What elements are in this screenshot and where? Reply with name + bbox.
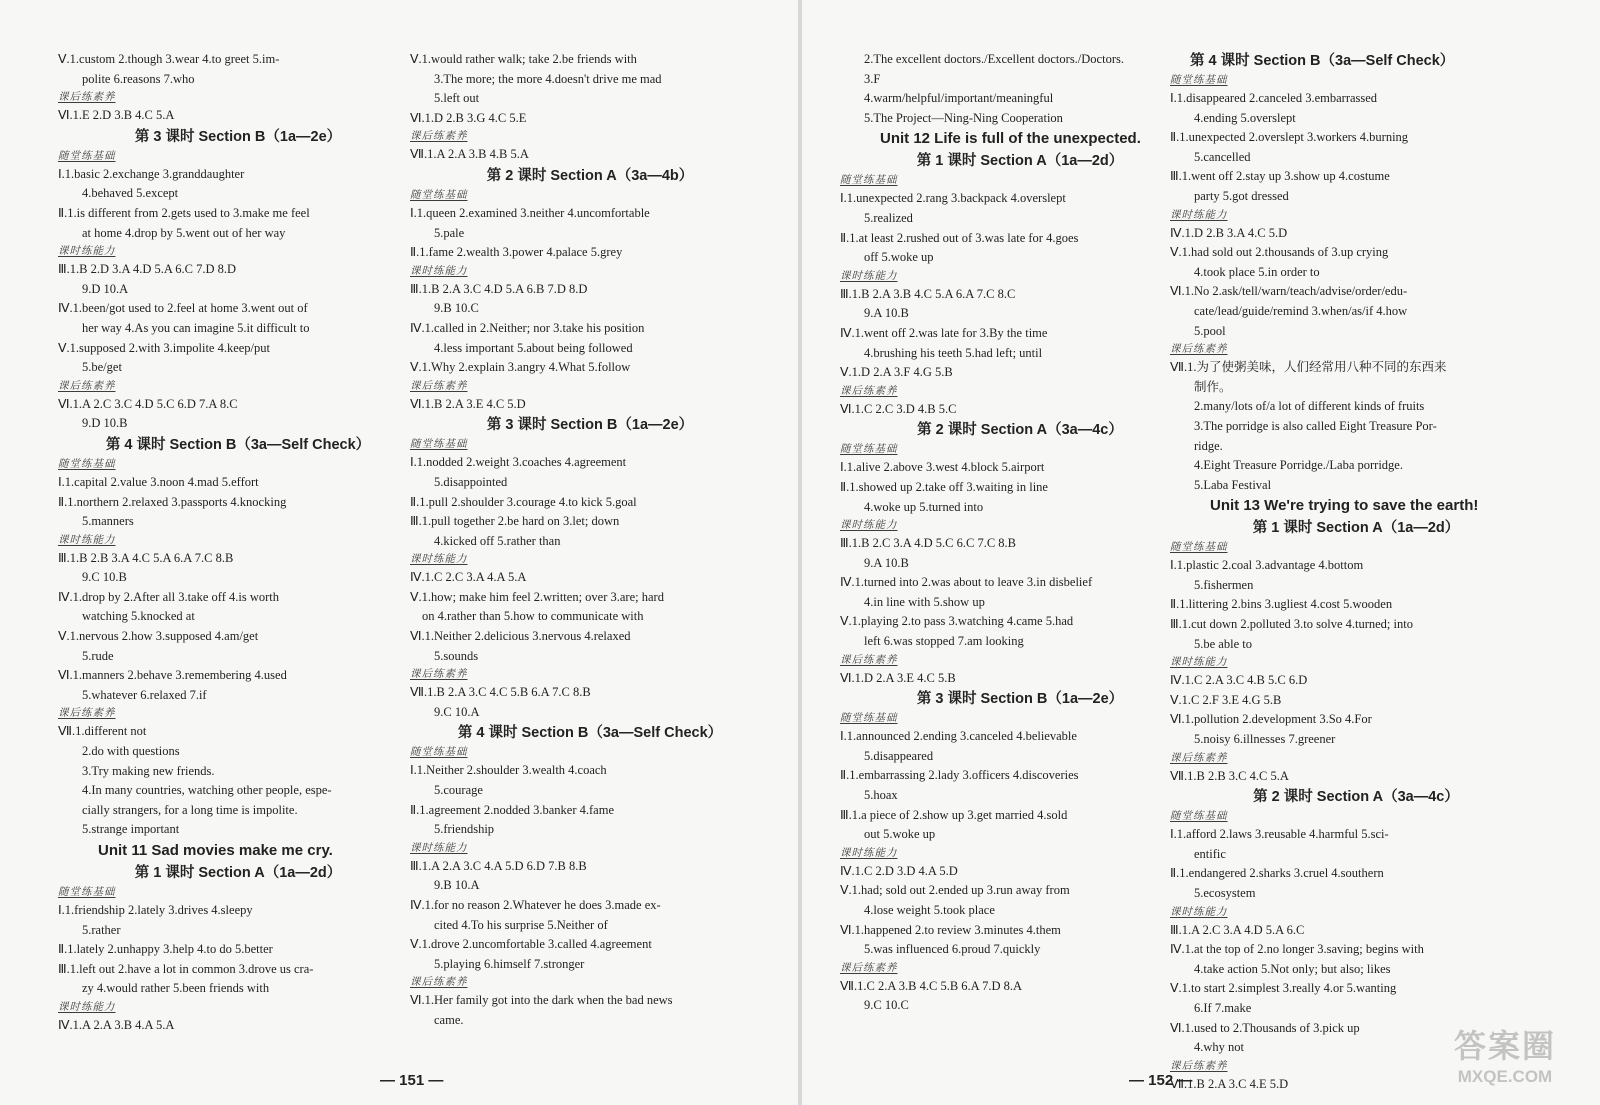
answer-line: 5.realized xyxy=(864,210,913,225)
section-label: 课后练素养 xyxy=(58,707,116,720)
answer-line: Ⅱ.1.is different from 2.gets used to 3.make me feel xyxy=(58,205,310,220)
section-label: 课后练素养 xyxy=(840,961,898,974)
answer-line: 4.take action 5.Not only; but also; likes xyxy=(1194,961,1391,976)
answer-line: 4.kicked off 5.rather than xyxy=(434,533,561,548)
answer-line: Ⅳ.1.C 2.C 3.A 4.A 5.A xyxy=(410,570,527,585)
answer-line: 3.The more; the more 4.doesn't drive me mad xyxy=(434,71,662,86)
answer-line: Ⅳ.1.C 2.D 3.D 4.A 5.D xyxy=(840,863,958,878)
answer-line: Ⅵ.1.No 2.ask/tell/warn/teach/advise/order/edu- xyxy=(1170,284,1408,299)
lesson-heading: 第 4 课时 Section B（3a—Self Check） xyxy=(457,725,723,742)
section-label: 随堂练基础 xyxy=(58,886,116,898)
answer-line: Ⅰ.1.Neither 2.shoulder 3.wealth 4.coach xyxy=(410,763,607,778)
answer-line: 3.The porridge is also called Eight Treasure Por- xyxy=(1194,418,1437,433)
answer-line: Ⅰ.1.capital 2.value 3.noon 4.mad 5.effort xyxy=(58,474,259,489)
section-label: 课后练素养 xyxy=(58,91,116,104)
answer-line: 9.A 10.B xyxy=(864,555,909,570)
answer-line: 4.ending 5.overslept xyxy=(1194,110,1296,125)
section-label: 随堂练基础 xyxy=(840,712,898,725)
answer-line: 5.pool xyxy=(1194,323,1226,338)
answer-line: 5.manners xyxy=(82,514,134,529)
answer-line: 9.C 10.C xyxy=(864,998,909,1013)
answer-line: Ⅲ.1.B 2.C 3.A 4.D 5.C 6.C 7.C 8.B xyxy=(840,536,1017,551)
answer-line: 9.C 10.A xyxy=(434,704,480,719)
answer-line: 4.less important 5.about being followed xyxy=(434,340,633,355)
answer-line: cited 4.To his surprise 5.Neither of xyxy=(434,917,608,932)
answer-line: Ⅵ.1.D 2.A 3.E 4.C 5.B xyxy=(840,670,956,685)
answer-line: left 6.was stopped 7.am looking xyxy=(864,634,1024,649)
answer-line: Ⅵ.1.Neither 2.delicious 3.nervous 4.relaxed xyxy=(410,629,631,644)
section-label: 课时练能力 xyxy=(1170,656,1228,669)
answer-line: 5.sounds xyxy=(434,648,479,663)
answer-line: 5.pale xyxy=(434,225,465,240)
answer-line: 4.in line with 5.show up xyxy=(864,594,985,609)
answer-line: 4.In many countries, watching other people, espe- xyxy=(82,783,332,798)
answer-line: Ⅳ.1.C 2.A 3.C 4.B 5.C 6.D xyxy=(1170,673,1308,688)
answer-line: 4.brushing his teeth 5.had left; until xyxy=(864,345,1043,360)
section-label: 课后练素养 xyxy=(840,384,898,397)
answer-line: 4.took place 5.in order to xyxy=(1194,264,1320,279)
answer-line: 5.The Project—Ning-Ning Cooperation xyxy=(864,110,1063,125)
answer-line: Ⅰ.1.disappeared 2.canceled 3.embarrassed xyxy=(1170,91,1378,105)
section-label: 随堂练基础 xyxy=(410,188,468,201)
answer-line: Ⅰ.1.alive 2.above 3.west 4.block 5.airport xyxy=(840,460,1045,475)
section-label: 课时练能力 xyxy=(840,269,898,282)
section-label: 课后练素养 xyxy=(1170,751,1228,764)
answer-line: 9.D 10.A xyxy=(82,281,129,296)
section-label: 随堂练基础 xyxy=(840,174,898,187)
answer-line: Ⅳ.1.turned into 2.was about to leave 3.in disbelief xyxy=(840,575,1093,590)
answer-line: Ⅱ.1.fame 2.wealth 3.power 4.palace 5.grey xyxy=(410,245,623,260)
section-label: 课时练能力 xyxy=(58,1000,116,1013)
answer-line: Ⅵ.1.D 2.B 3.G 4.C 5.E xyxy=(410,110,527,125)
answer-line: 5.hoax xyxy=(864,788,898,803)
answer-line: 5.whatever 6.relaxed 7.if xyxy=(82,687,207,702)
answer-line: Ⅱ.1.northern 2.relaxed 3.passports 4.knocking xyxy=(58,494,287,509)
answer-line: 5.be/get xyxy=(82,360,122,375)
lesson-heading: 第 3 课时 Section B（1a—2e） xyxy=(486,417,694,434)
answer-line: Ⅰ.1.plastic 2.coal 3.advantage 4.bottom xyxy=(1170,558,1364,573)
answer-line: 5.rude xyxy=(82,648,114,663)
answer-line: Ⅳ.1.for no reason 2.Whatever he does 3.made ex- xyxy=(410,898,661,912)
answer-line: Ⅵ.1.happened 2.to review 3.minutes 4.them xyxy=(840,922,1061,937)
answer-line: 9.B 10.A xyxy=(434,878,480,893)
answer-line: 4.why not xyxy=(1194,1040,1244,1055)
answer-line: Ⅴ.1.drove 2.uncomfortable 3.called 4.agreement xyxy=(410,937,652,952)
answer-line: polite 6.reasons 7.who xyxy=(82,71,195,86)
unit-heading: Unit 11 Sad movies make me cry. xyxy=(98,842,333,859)
answer-line: 5.courage xyxy=(434,783,483,798)
answer-line: 4.woke up 5.turned into xyxy=(864,499,984,514)
answer-line: Ⅱ.1.embarrassing 2.lady 3.officers 4.discoveries xyxy=(840,768,1079,783)
answer-line: entific xyxy=(1194,846,1226,861)
answer-line: Ⅱ.1.showed up 2.take off 3.waiting in line xyxy=(840,479,1048,494)
section-label: 随堂练基础 xyxy=(1170,541,1228,554)
page-151 xyxy=(0,0,798,1105)
answer-line: Ⅰ.1.basic 2.exchange 3.granddaughter xyxy=(58,166,245,181)
section-label: 课时练能力 xyxy=(410,553,468,566)
answer-line: Ⅱ.1.at least 2.rushed out of 3.was late for 4.goes xyxy=(840,230,1079,245)
section-label: 随堂练基础 xyxy=(410,438,468,451)
section-label: 随堂练基础 xyxy=(1170,74,1228,86)
answer-line: 2.do with questions xyxy=(82,744,180,759)
answer-line: 5.Laba Festival xyxy=(1194,477,1272,492)
unit-heading: Unit 13 We're trying to save the earth! xyxy=(1210,497,1479,515)
answer-line: Ⅲ.1.A 2.C 3.A 4.D 5.A 6.C xyxy=(1170,922,1305,937)
answer-line: 5.noisy 6.illnesses 7.greener xyxy=(1194,732,1336,747)
answer-line: Ⅶ.1.different not xyxy=(58,724,147,739)
lesson-heading: 第 2 课时 Section A（3a—4b） xyxy=(486,167,694,184)
answer-line: Ⅳ.1.been/got used to 2.feel at home 3.went out of xyxy=(58,301,308,316)
section-label: 课后练素养 xyxy=(1170,1059,1228,1072)
answer-line: Ⅴ.1.had; sold out 2.ended up 3.run away from xyxy=(840,883,1070,898)
answer-line: Ⅰ.1.announced 2.ending 3.canceled 4.believable xyxy=(840,729,1077,744)
answer-line: 3.F xyxy=(864,71,881,86)
answer-line: Ⅵ.1.C 2.C 3.D 4.B 5.C xyxy=(840,401,957,416)
answer-line: Ⅴ.1.D 2.A 3.F 4.G 5.B xyxy=(840,365,953,380)
answer-line: Ⅳ.1.A 2.A 3.B 4.A 5.A xyxy=(58,1017,175,1032)
answer-line: 5.cancelled xyxy=(1194,149,1251,164)
section-label: 课后练素养 xyxy=(410,668,468,681)
section-label: 随堂练基础 xyxy=(58,457,116,470)
answer-line: Ⅰ.1.friendship 2.lately 3.drives 4.sleepy xyxy=(58,903,253,917)
answer-line: 4.Eight Treasure Porridge./Laba porridge. xyxy=(1194,458,1403,473)
answer-line: Ⅴ.1.had sold out 2.thousands of 3.up crying xyxy=(1170,245,1389,260)
answer-line: on 4.rather than 5.how to communicate with xyxy=(422,609,644,624)
answer-line: Ⅲ.1.B 2.B 3.A 4.C 5.A 6.A 7.C 8.B xyxy=(58,550,234,565)
lesson-heading: 第 4 课时 Section B（3a—Self Check） xyxy=(1190,53,1455,69)
answer-line: Ⅲ.1.a piece of 2.show up 3.get married 4.sold xyxy=(840,807,1068,822)
section-label: 课后练素养 xyxy=(410,976,468,989)
section-label: 课时练能力 xyxy=(410,264,468,277)
answer-line: watching 5.knocked at xyxy=(82,609,195,624)
lesson-heading: 第 4 课时 Section B（3a—Self Check） xyxy=(105,436,371,453)
answer-line: 5.was influenced 6.proud 7.quickly xyxy=(864,942,1041,957)
section-label: 课后练素养 xyxy=(410,130,468,143)
answer-line: 5.friendship xyxy=(434,822,495,837)
answer-line: 9.C 10.B xyxy=(82,570,127,585)
answer-line: Ⅲ.1.pull together 2.be hard on 3.let; down xyxy=(410,514,620,529)
answer-line: Ⅱ.1.unexpected 2.overslept 3.workers 4.burning xyxy=(1170,130,1409,145)
answer-line: Ⅴ.1.would rather walk; take 2.be friends with xyxy=(410,52,637,66)
answer-line: 5.be able to xyxy=(1194,636,1252,651)
section-label: 课时练能力 xyxy=(58,245,116,258)
answer-line: Ⅰ.1.nodded 2.weight 3.coaches 4.agreement xyxy=(410,455,627,470)
site-watermark xyxy=(1446,1021,1564,1087)
answer-line: Ⅶ.1.A 2.A 3.B 4.B 5.A xyxy=(410,147,529,162)
answer-line: Ⅰ.1.queen 2.examined 3.neither 4.uncomfortable xyxy=(410,205,650,220)
lesson-heading: 第 1 课时 Section A（1a—2d） xyxy=(134,865,342,881)
unit-heading: Unit 12 Life is full of the unexpected. xyxy=(880,130,1141,148)
column-3 xyxy=(840,50,1200,1016)
answer-line: 制作。 xyxy=(1194,379,1232,394)
answer-line: out 5.woke up xyxy=(864,827,936,842)
column-4 xyxy=(1170,50,1542,1094)
answer-line: 5.left out xyxy=(434,91,480,106)
answer-line: Ⅲ.1.cut down 2.polluted 3.to solve 4.turned; into xyxy=(1170,617,1413,632)
answer-line: 3.Try making new friends. xyxy=(82,763,215,778)
answer-line: Ⅴ.1.to start 2.simplest 3.really 4.or 5.wanting xyxy=(1170,981,1397,996)
answer-line: Ⅰ.1.unexpected 2.rang 3.backpack 4.overslept xyxy=(840,191,1066,206)
answer-line: Ⅴ.1.nervous 2.how 3.supposed 4.am/get xyxy=(58,629,259,644)
lesson-heading: 第 2 课时 Section A（3a—4c） xyxy=(917,422,1123,439)
answer-line: 4.lose weight 5.took place xyxy=(864,903,995,917)
answer-line: Ⅲ.1.B 2.A 3.B 4.C 5.A 6.A 7.C 8.C xyxy=(840,286,1016,301)
answer-line: 5.disappointed xyxy=(434,474,508,489)
answer-line: Ⅱ.1.pull 2.shoulder 3.courage 4.to kick 5.goal xyxy=(410,494,637,509)
answer-line: Ⅵ.1.E 2.D 3.B 4.C 5.A xyxy=(58,108,175,123)
answer-line: Ⅴ.1.playing 2.to pass 3.watching 4.came 5.had xyxy=(840,614,1074,629)
answer-line: Ⅵ.1.A 2.C 3.C 4.D 5.C 6.D 7.A 8.C xyxy=(58,396,238,411)
answer-line: Ⅲ.1.went off 2.stay up 3.show up 4.costume xyxy=(1170,169,1390,184)
answer-line: Ⅶ.1.为了使粥美味，人们经常用八种不同的东西来 xyxy=(1170,360,1447,375)
answer-line: at home 4.drop by 5.went out of her way xyxy=(82,225,286,240)
answer-line: 4.behaved 5.except xyxy=(82,186,179,201)
answer-line: zy 4.would rather 5.been friends with xyxy=(82,981,270,996)
column-2 xyxy=(410,50,770,1031)
answer-line: Ⅳ.1.drop by 2.After all 3.take off 4.is worth xyxy=(58,589,279,604)
answer-line: Ⅲ.1.left out 2.have a lot in common 3.drove us cra- xyxy=(58,961,314,976)
answer-line: Ⅲ.1.B 2.A 3.C 4.D 5.A 6.B 7.D 8.D xyxy=(410,281,588,296)
answer-line: 2.The excellent doctors./Excellent doctors./Doctors. xyxy=(864,52,1124,66)
answer-line: off 5.woke up xyxy=(864,250,934,265)
answer-line: Ⅴ.1.supposed 2.with 3.impolite 4.keep/put xyxy=(58,340,271,355)
page-number-left: — 151 — xyxy=(380,1072,444,1089)
answer-line: cate/lead/guide/remind 3.when/as/if 4.how xyxy=(1194,303,1408,318)
page-152 xyxy=(802,0,1600,1105)
answer-line: Ⅳ.1.called in 2.Neither; nor 3.take his position xyxy=(410,320,645,335)
section-label: 课后练素养 xyxy=(58,379,116,392)
section-label: 课时练能力 xyxy=(1170,905,1228,918)
answer-line: Ⅲ.1.A 2.A 3.C 4.A 5.D 6.D 7.B 8.B xyxy=(410,858,587,873)
section-label: 随堂练基础 xyxy=(58,149,116,162)
answer-line: party 5.got dressed xyxy=(1194,188,1289,203)
answer-line: Ⅴ.1.custom 2.though 3.wear 4.to greet 5.im- xyxy=(58,52,280,66)
answer-line: 9.B 10.C xyxy=(434,301,479,316)
column-1 xyxy=(58,50,418,1036)
answer-line: 5.fishermen xyxy=(1194,577,1254,592)
answer-line: Ⅶ.1.B 2.A 3.C 4.E 5.D xyxy=(1170,1076,1289,1091)
answer-line: her way 4.As you can imagine 5.it difficult to xyxy=(82,320,310,335)
answer-line: Ⅳ.1.went off 2.was late for 3.By the time xyxy=(840,325,1048,340)
answer-line: Ⅱ.1.endangered 2.sharks 3.cruel 4.southern xyxy=(1170,866,1384,881)
answer-line: Ⅱ.1.lately 2.unhappy 3.help 4.to do 5.better xyxy=(58,942,273,957)
section-label: 课时练能力 xyxy=(58,533,116,546)
lesson-heading: 第 1 课时 Section A（1a—2d） xyxy=(916,153,1124,170)
section-label: 课时练能力 xyxy=(840,846,898,859)
section-label: 课时练能力 xyxy=(1170,208,1228,221)
answer-line: 5.strange important xyxy=(82,822,180,837)
answer-line: Ⅳ.1.at the top of 2.no longer 3.saving; begins with xyxy=(1170,942,1424,957)
answer-line: Ⅵ.1.pollution 2.development 3.So 4.For xyxy=(1170,712,1372,727)
answer-line: 9.A 10.B xyxy=(864,306,909,321)
answer-line: Ⅶ.1.B 2.B 3.C 4.C 5.A xyxy=(1170,768,1289,783)
section-label: 课时练能力 xyxy=(840,519,898,532)
answer-line: Ⅱ.1.agreement 2.nodded 3.banker 4.fame xyxy=(410,802,614,817)
answer-line: Ⅵ.1.manners 2.behave 3.remembering 4.used xyxy=(58,668,287,683)
answer-line: Ⅰ.1.afford 2.laws 3.reusable 4.harmful 5.sci- xyxy=(1170,827,1389,842)
answer-line: Ⅶ.1.B 2.A 3.C 4.C 5.B 6.A 7.C 8.B xyxy=(410,685,591,700)
answer-line: ridge. xyxy=(1194,438,1223,453)
section-label: 随堂练基础 xyxy=(840,443,898,456)
section-label: 课后练素养 xyxy=(840,653,898,666)
lesson-heading: 第 3 课时 Section B（1a—2e） xyxy=(916,691,1124,708)
watermark-url: MXQE.COM xyxy=(1457,1067,1553,1086)
section-label: 课后练素养 xyxy=(1170,343,1228,356)
answer-line: 2.many/lots of/a lot of different kinds of fruits xyxy=(1194,399,1425,414)
answer-line: Ⅴ.1.Why 2.explain 3.angry 4.What 5.follow xyxy=(410,360,631,375)
answer-line: 5.rather xyxy=(82,922,121,937)
answer-line: Ⅵ.1.B 2.A 3.E 4.C 5.D xyxy=(410,396,526,411)
section-label: 随堂练基础 xyxy=(410,746,468,759)
section-label: 课后练素养 xyxy=(410,379,468,392)
answer-line: Ⅶ.1.C 2.A 3.B 4.C 5.B 6.A 7.D 8.A xyxy=(840,978,1023,993)
answer-line: Ⅴ.1.C 2.F 3.E 4.G 5.B xyxy=(1170,692,1282,707)
answer-line: 5.disappeared xyxy=(864,748,934,763)
lesson-heading: 第 1 课时 Section A（1a—2d） xyxy=(1252,520,1460,537)
section-label: 随堂练基础 xyxy=(1170,810,1228,823)
answer-line: 5.playing 6.himself 7.stronger xyxy=(434,956,585,971)
answer-line: Ⅵ.1.Her family got into the dark when the bad news xyxy=(410,993,673,1008)
answer-line: Ⅴ.1.how; make him feel 2.written; over 3.are; hard xyxy=(410,589,664,604)
watermark-logo: 答案圈 xyxy=(1453,1027,1556,1065)
answer-line: Ⅳ.1.D 2.B 3.A 4.C 5.D xyxy=(1170,225,1288,240)
answer-line: Ⅵ.1.used to 2.Thousands of 3.pick up xyxy=(1170,1020,1360,1035)
lesson-heading: 第 3 课时 Section B（1a—2e） xyxy=(134,128,342,145)
answer-line: 4.warm/helpful/important/meaningful xyxy=(864,91,1054,106)
section-label: 课时练能力 xyxy=(410,841,468,854)
answer-line: came. xyxy=(434,1012,464,1027)
answer-line: 6.If 7.make xyxy=(1194,1000,1252,1015)
lesson-heading: 第 2 课时 Section A（3a—4c） xyxy=(1253,789,1459,806)
page-number-right: — 152 — xyxy=(1129,1072,1193,1089)
answer-line: 5.ecosystem xyxy=(1194,886,1256,900)
answer-line: Ⅲ.1.B 2.D 3.A 4.D 5.A 6.C 7.D 8.D xyxy=(58,262,237,277)
answer-line: 9.D 10.B xyxy=(82,416,128,431)
answer-line: Ⅱ.1.littering 2.bins 3.ugliest 4.cost 5.wooden xyxy=(1170,597,1393,612)
answer-line: cially strangers, for a long time is impolite. xyxy=(82,802,298,817)
